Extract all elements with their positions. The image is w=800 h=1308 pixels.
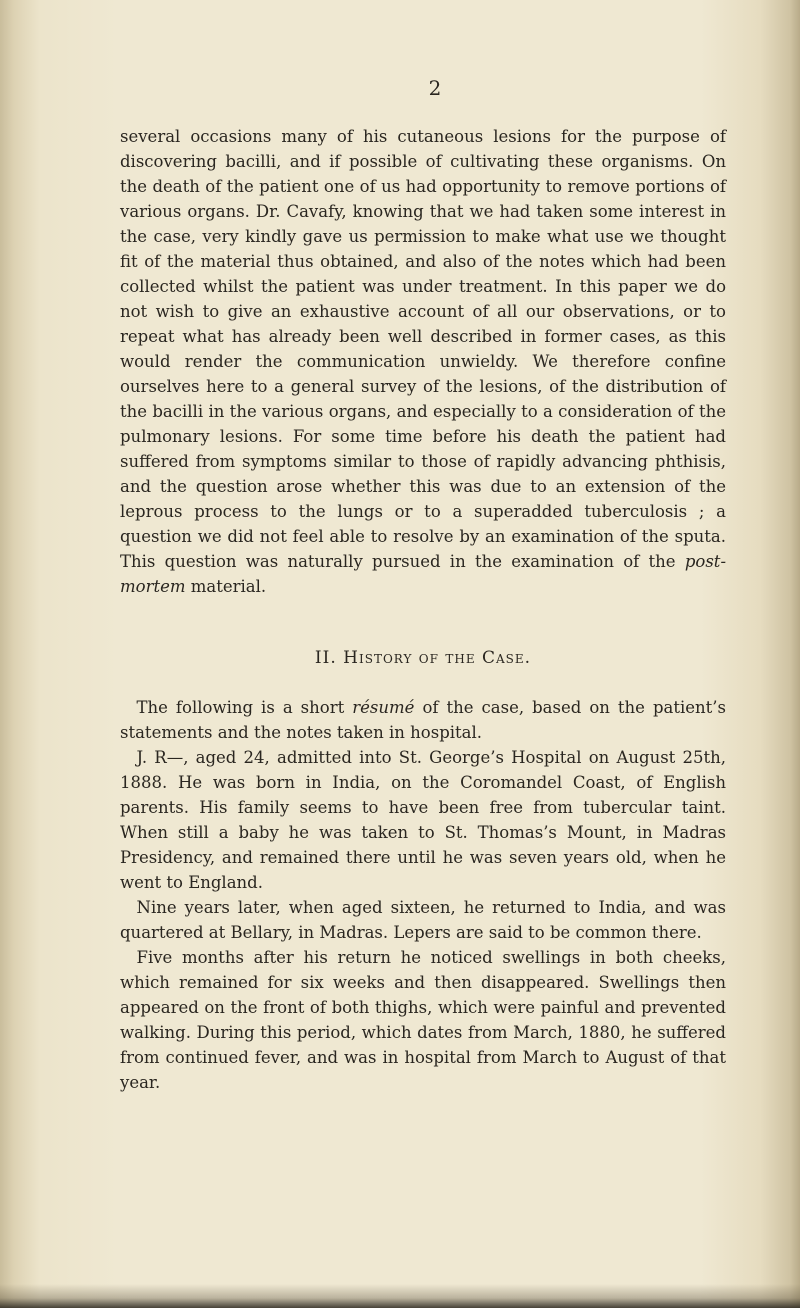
paragraph-resume bbox=[120, 695, 726, 745]
paragraph-return-india bbox=[120, 895, 726, 945]
paragraph-return-india-text: Nine years later, when aged sixteen, he returned to India, and was quartered at Bellary, in Madras. Lepers are said to be common there. bbox=[120, 898, 726, 942]
page-number: 2 bbox=[428, 76, 442, 100]
body-text-bottom bbox=[120, 695, 726, 1095]
paragraph-resume-tail: of the case, based on the patient’s statements and the notes taken in hospital. bbox=[120, 698, 726, 742]
section-title: History of the Case. bbox=[343, 648, 532, 668]
paragraph-symptoms-text: Five months after his return he noticed swellings in both cheeks, which remained for six weeks and then disappeared. Swellings then appeared on the front of both thighs, which were painful and prevented walking. During this period, which dates from March, 1880, he suffered from continued fever, and was in hospital from March to August of that year. bbox=[120, 948, 726, 1092]
section-heading bbox=[120, 648, 726, 668]
paragraph-opening-tail: material. bbox=[185, 577, 267, 596]
body-text-top bbox=[120, 124, 726, 599]
italic-post-mortem: post-mortem bbox=[120, 552, 727, 596]
paragraph-resume-lead: The following is a short bbox=[136, 698, 353, 717]
paragraph-opening-text: several occasions many of his cutaneous lesions for the purpose of discovering bacilli, and if possible of cultivating these organisms. On the death of the patient one of us had opportunity to remove portions of various organs. Dr. Cavafy, knowing that we had taken some interest in the case, very kindly gave us permission to make what use we thought fit of the material thus obtained, and also of the notes which had been collected whilst the patient was under treatment. In this paper we do not wish to give an exhaustive account of all our observations, or to repeat what has already been well described in former cases, as this would render the communication unwieldy. We therefore confine ourselves here to a general survey of the lesions, of the distribution of the bacilli in the various organs, and especially to a consideration of the pulmonary lesions. For some time before his death the patient had suffered from symptoms similar to those of rapidly advancing phthisis, and the question arose whether this was due to an extension of the leprous process to the lungs or to a superadded tuberculosis ; a question we did not feel able to resolve by an examination of the sputa. This question was naturally pursued in the examination of the bbox=[120, 127, 726, 571]
page-bottom-shadow bbox=[0, 1284, 800, 1308]
paragraph-opening bbox=[120, 124, 726, 599]
paragraph-symptoms bbox=[120, 945, 726, 1095]
paragraph-admission-text: J. R—, aged 24, admitted into St. George’s Hospital on August 25th, 1888. He was born in India, on the Coromandel Coast, of English parents. His family seems to have been free from tubercular taint. When still a baby he was taken to St. Thomas’s Mount, in Madras Presidency, and remained there until he was seven years old, when he went to England. bbox=[120, 748, 726, 892]
section-number: II. bbox=[314, 648, 337, 668]
italic-resume: résumé bbox=[352, 698, 415, 717]
paragraph-admission bbox=[120, 745, 726, 895]
